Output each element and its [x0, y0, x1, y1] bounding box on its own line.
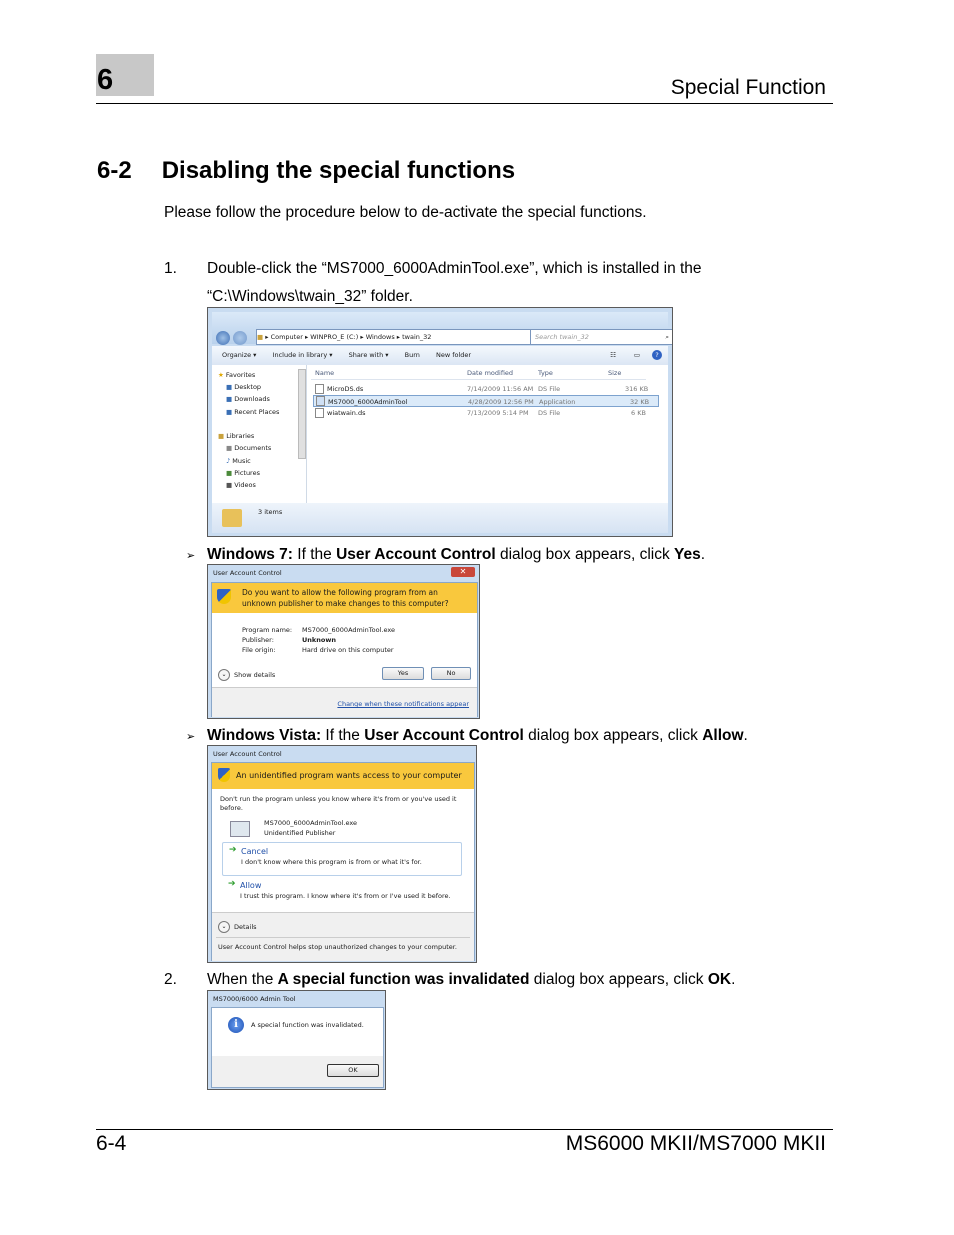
section-title: Disabling the special functions: [161, 157, 516, 184]
preview-pane-icon[interactable]: ▭: [633, 351, 640, 359]
include-library-button[interactable]: Include in library ▾: [272, 351, 333, 359]
navigation-pane: [212, 365, 307, 503]
section-number: 6-2: [97, 157, 132, 184]
bullet-arrow-icon: ➢: [186, 731, 196, 743]
model-name: MS6000 MKII/MS7000 MKII: [565, 1132, 826, 1155]
step1-line2: “C:\Windows\twain_32” folder.: [207, 288, 413, 305]
videos-icon: ■: [226, 481, 233, 489]
nav-item-documents[interactable]: ■ Documents: [226, 444, 272, 452]
nav-item-recent-places[interactable]: ■ Recent Places: [226, 408, 280, 416]
bullet-arrow-icon: ➢: [186, 550, 196, 562]
warning-banner: [212, 583, 477, 613]
dialog-title: User Account Control: [213, 750, 282, 758]
warning-banner: [212, 763, 474, 789]
dialog-message: A special function was invalidated.: [251, 1021, 364, 1029]
close-icon[interactable]: ✕: [451, 567, 475, 577]
nav-item-downloads[interactable]: ■ Downloads: [226, 395, 270, 403]
uac-question: Do you want to allow the following program from an unknown publisher to make changes to this computer?: [242, 588, 449, 608]
cancel-option[interactable]: ➔ Cancel I don't know where this program is from or what it's for.: [222, 842, 462, 876]
libraries-item[interactable]: ■ Libraries: [218, 432, 255, 440]
nav-item-music[interactable]: ♪ Music: [226, 457, 251, 465]
command-bar: [212, 346, 668, 366]
star-icon: ★: [218, 371, 224, 379]
step1-number: 1.: [164, 260, 177, 277]
new-folder-button[interactable]: New folder: [435, 351, 472, 359]
file-list: [307, 365, 668, 503]
folder-icon: [222, 509, 242, 527]
desktop-icon: ■: [226, 383, 233, 391]
back-icon[interactable]: [216, 331, 230, 345]
status-bar: [212, 503, 668, 533]
no-button[interactable]: No: [431, 667, 471, 680]
dialog-title: MS7000/6000 Admin Tool: [213, 995, 296, 1003]
info-icon: i: [228, 1017, 244, 1033]
table-row[interactable]: MicroDS.ds 7/14/2009 11:56 AM DS File 316 KB: [315, 383, 655, 394]
dialog-title: User Account Control: [213, 569, 282, 577]
allow-option[interactable]: ➔ Allow I trust this program. I know where it's from or I've used it before.: [228, 879, 451, 900]
column-header-size[interactable]: Size: [608, 369, 622, 377]
bullet-win7: [186, 545, 195, 566]
explorer-window: [207, 307, 673, 537]
forward-icon[interactable]: [233, 331, 247, 345]
change-notifications-link[interactable]: Change when these notifications appear: [337, 700, 469, 708]
dialog-footer: [212, 1056, 383, 1087]
file-icon: [315, 384, 324, 394]
search-icon[interactable]: ⌕: [665, 333, 669, 341]
file-origin-value: Hard drive on this computer: [302, 646, 394, 654]
header-title: Special Function: [670, 76, 826, 99]
file-icon: [315, 408, 324, 418]
publisher-name: Unidentified Publisher: [264, 829, 336, 837]
documents-icon: ■: [226, 444, 233, 452]
search-input[interactable]: [530, 329, 673, 345]
nav-item-desktop[interactable]: ■ Desktop: [226, 383, 262, 391]
dialog-footer: [212, 687, 477, 717]
ok-button[interactable]: OK: [327, 1064, 379, 1077]
item-count: 3 items: [258, 508, 283, 516]
publisher-label: Publisher:: [242, 636, 274, 644]
dialog-footer: ⌄ Details User Account Control helps stop unauthorized changes to your computer.: [212, 912, 474, 961]
warning-text: Don't run the program unless you know where it's from or you've used it before.: [220, 795, 457, 812]
header-rule: [96, 103, 833, 104]
organize-button[interactable]: Organize ▾: [222, 351, 257, 359]
step2-text: When the A special function was invalidated dialog box appears, click OK.: [207, 971, 736, 988]
arrow-right-icon: ➔: [228, 879, 236, 889]
bullet-vista-text: Windows Vista: If the User Account Control dialog box appears, click Allow.: [207, 727, 748, 744]
program-icon: [230, 821, 250, 837]
recent-places-icon: ■: [226, 408, 233, 416]
uac-win7-dialog: [207, 564, 480, 719]
section-heading: [97, 157, 515, 185]
file-origin-label: File origin:: [242, 646, 276, 654]
program-name-label: Program name:: [242, 626, 293, 634]
path-segment[interactable]: Computer: [270, 333, 303, 341]
dialog-body: Do you want to allow the following program from an unknown publisher to make changes to this computer? Program name: Publisher: File origin: MS7000_6000AdminTool.exe Unknown Hard drive on this computer ⌄ Show details Yes No Change when these notifications appear: [211, 582, 478, 717]
program-name-value: MS7000_6000AdminTool.exe: [302, 626, 396, 634]
footer-rule: [96, 1129, 833, 1130]
address-bar[interactable]: ■ ▸ Computer ▸ WINPRO_E (C:) ▸ Windows ▸ twain_32: [256, 329, 532, 345]
page-number: 6-4: [96, 1132, 127, 1155]
path-segment[interactable]: Windows: [365, 333, 395, 341]
column-header-name[interactable]: Name: [315, 369, 335, 377]
folder-icon: ■: [257, 333, 264, 341]
dialog-body: [211, 762, 475, 961]
chapter-number: 6: [97, 64, 114, 96]
uac-vista-dialog: [207, 745, 477, 963]
yes-button[interactable]: Yes: [382, 667, 424, 680]
dialog-body: [211, 1007, 384, 1088]
nav-item-videos[interactable]: ■ Videos: [226, 481, 256, 489]
step1-line1: Double-click the “MS7000_6000AdminTool.exe”, which is installed in the: [207, 260, 702, 277]
step2-number: 2.: [164, 971, 177, 988]
bullet-vista: [186, 726, 195, 747]
downloads-icon: ■: [226, 395, 233, 403]
footer-text: User Account Control helps stop unauthorized changes to your computer.: [218, 943, 457, 951]
nav-scrollbar[interactable]: [298, 369, 306, 459]
table-row-selected[interactable]: MS7000_6000AdminTool 4/28/2009 12:56 PM Application 32 KB: [313, 395, 659, 407]
chevron-down-icon: ⌄: [218, 921, 230, 933]
column-header-date[interactable]: Date modified: [467, 369, 514, 377]
shield-icon: [218, 768, 230, 782]
path-segment[interactable]: WINPRO_E (C:): [310, 333, 359, 341]
share-with-button[interactable]: Share with ▾: [348, 351, 389, 359]
burn-button[interactable]: Burn: [404, 351, 420, 359]
favorites-item[interactable]: ★ Favorites: [218, 371, 256, 379]
path-segment[interactable]: twain_32: [402, 333, 432, 341]
publisher-value: Unknown: [302, 636, 336, 644]
bullet-win7-text: Windows 7: If the User Account Control dialog box appears, click Yes.: [207, 546, 706, 563]
library-icon: ■: [218, 432, 225, 440]
admin-tool-dialog: [207, 990, 386, 1090]
program-name: MS7000_6000AdminTool.exe: [264, 819, 358, 827]
uac-banner-text: An unidentified program wants access to your computer: [236, 771, 462, 780]
table-row[interactable]: wiatwain.ds 7/13/2009 5:14 PM DS File 6 KB: [315, 407, 655, 418]
footer-divider: [216, 937, 470, 938]
pictures-icon: ■: [226, 469, 233, 477]
shield-icon: [217, 589, 231, 604]
search-placeholder: Search twain_32: [535, 333, 589, 341]
view-icon[interactable]: ☷: [610, 351, 616, 359]
arrow-right-icon: ➔: [229, 845, 237, 855]
application-icon: [316, 396, 325, 406]
chevron-down-icon: ⌄: [218, 669, 230, 681]
column-header-type[interactable]: Type: [538, 369, 553, 377]
music-icon: ♪: [226, 457, 231, 465]
intro-text: Please follow the procedure below to de-activate the special functions.: [164, 204, 647, 221]
header-divider: [311, 379, 646, 380]
help-icon[interactable]: ?: [652, 350, 662, 360]
nav-item-pictures[interactable]: ■ Pictures: [226, 469, 260, 477]
